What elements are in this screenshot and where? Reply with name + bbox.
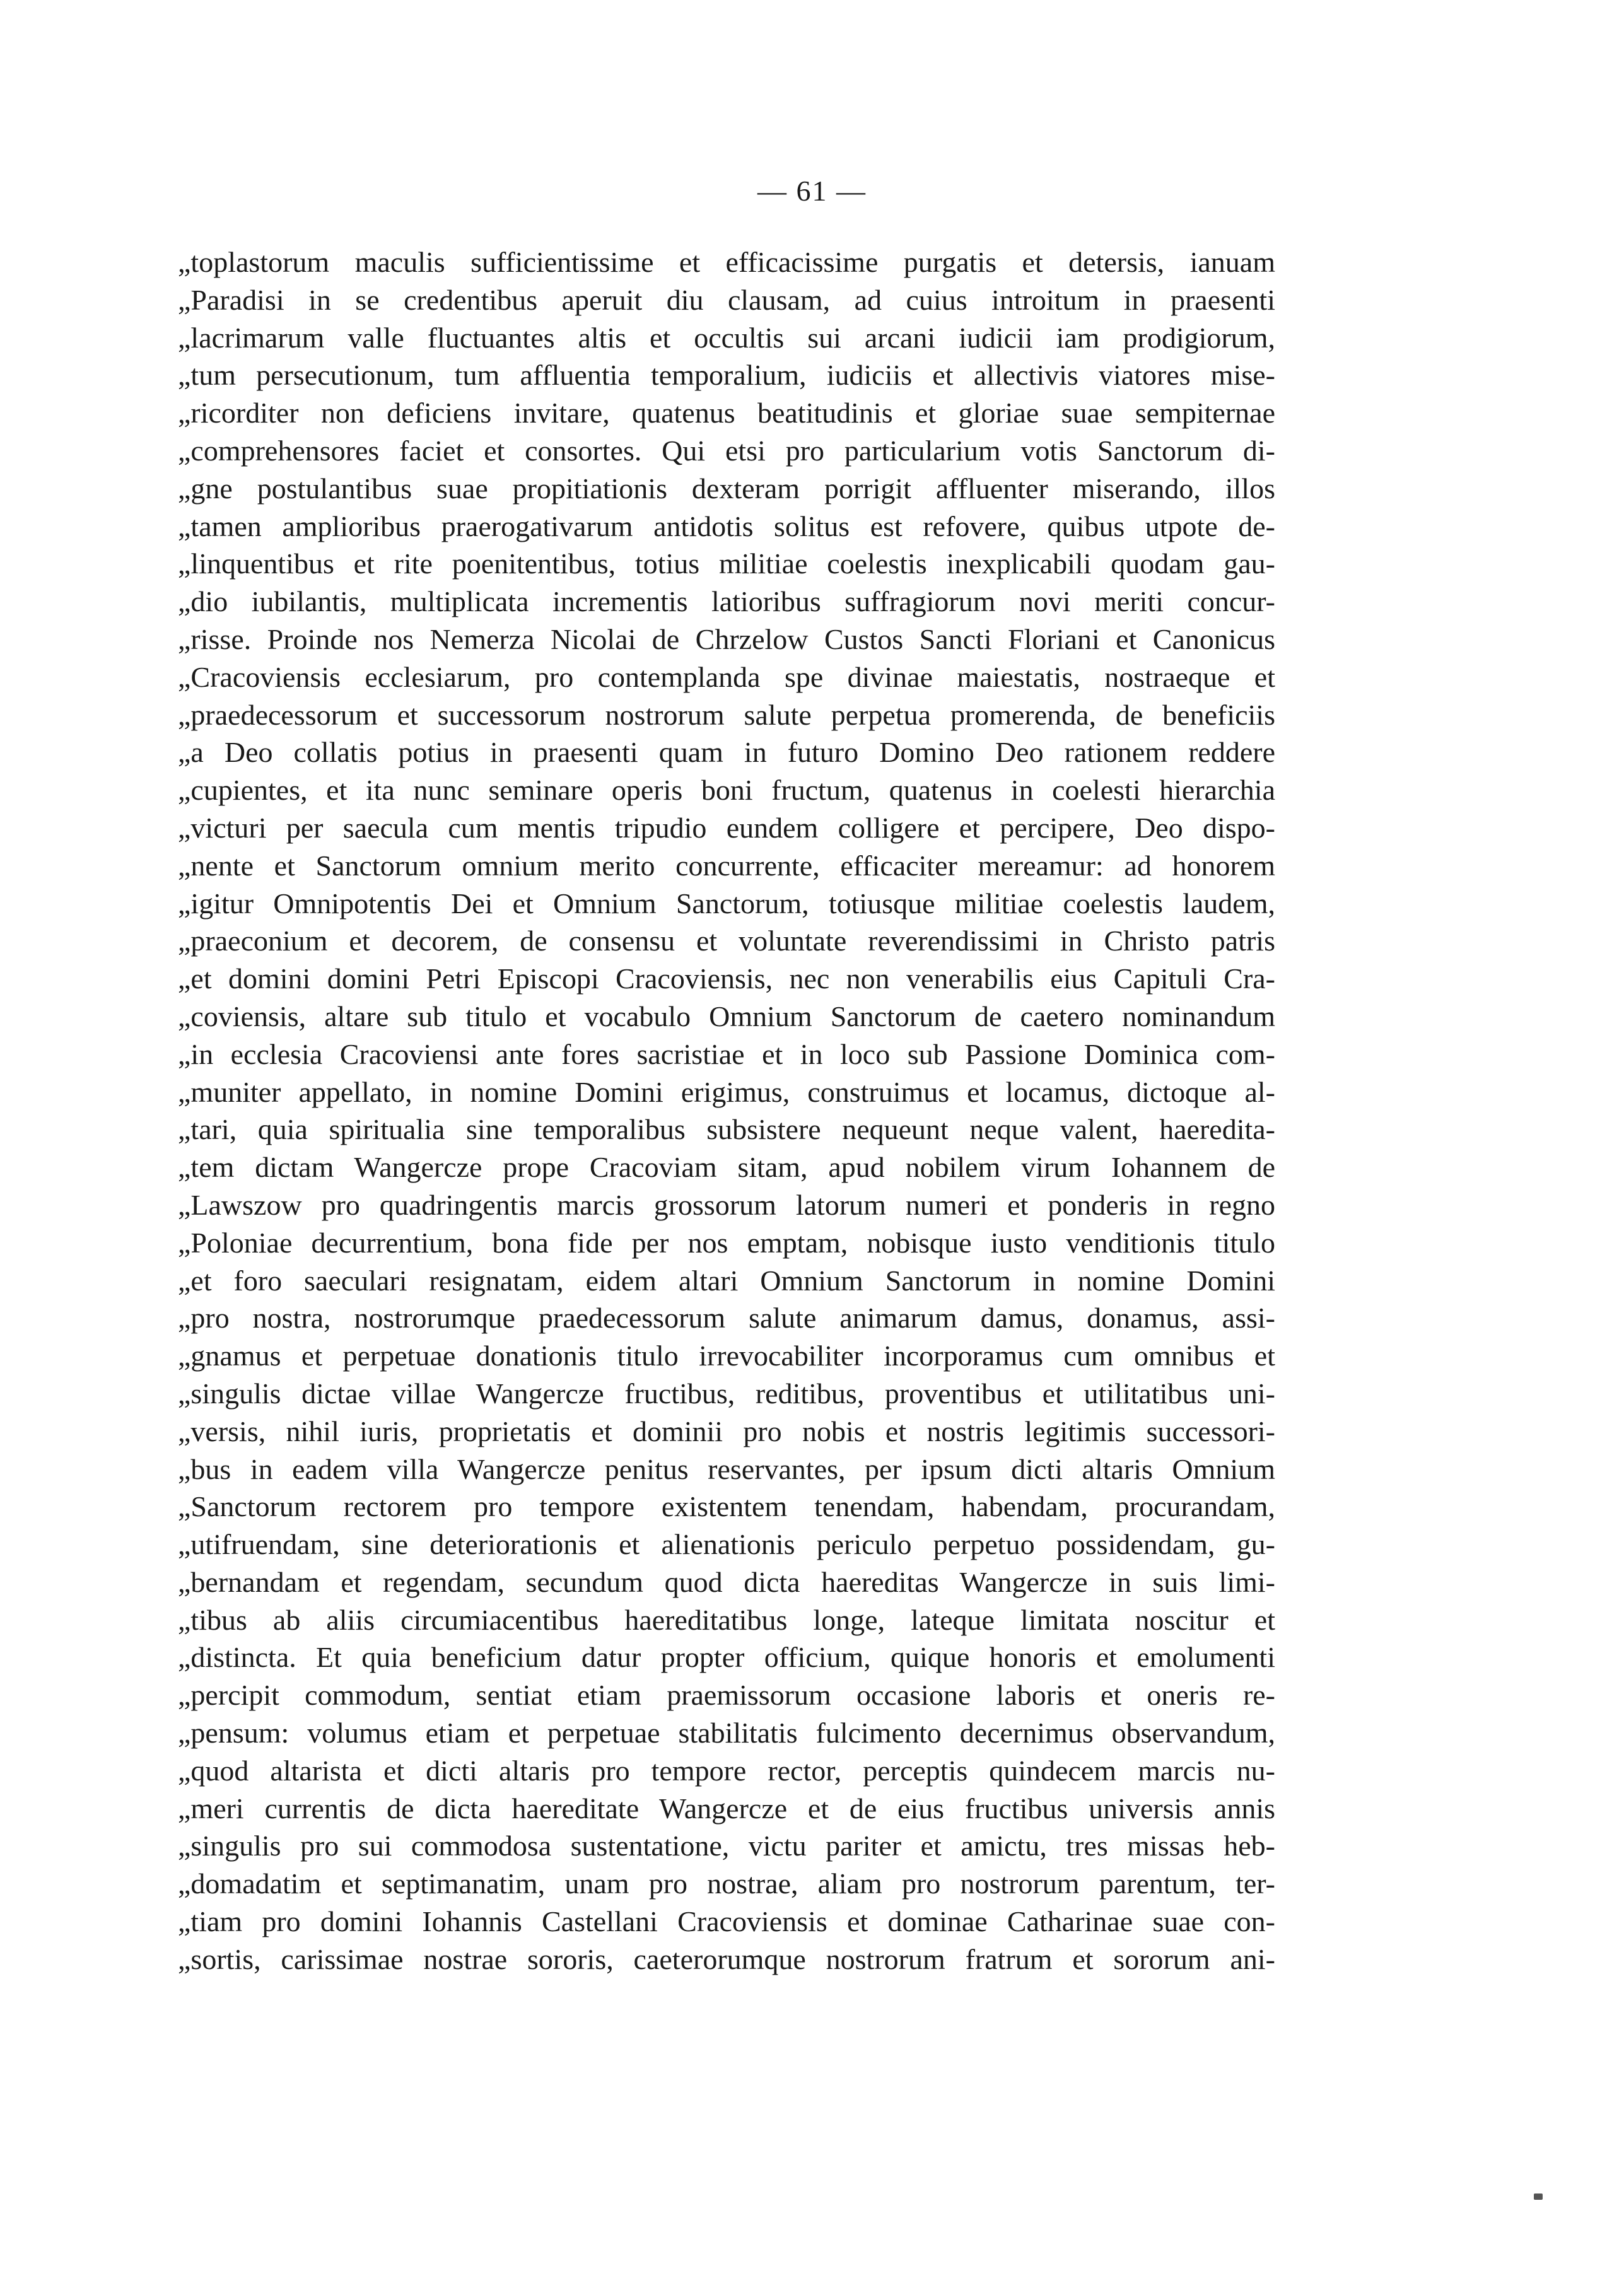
text-line: „praeconium et decorem, de consensu et voluntate reverendissimi in Christo patris <box>178 925 1275 957</box>
text-line: „tibus ab aliis circumiacentibus haereditatibus longe, lateque limitata noscitur et <box>178 1603 1275 1636</box>
text-line: „ricorditer non deficiens invitare, quatenus beatitudinis et gloriae suae sempiternae <box>178 397 1275 429</box>
text-line: „igitur Omnipotentis Dei et Omnium Sanctorum, totiusque militiae coelestis laudem, <box>178 887 1275 920</box>
text-line: „et foro saeculari resignatam, eidem altari Omnium Sanctorum in nomine Domini <box>178 1264 1275 1297</box>
text-line: „pro nostra, nostrorumque praedecessorum salute animarum damus, donamus, assi- <box>178 1302 1275 1335</box>
text-line: „nente et Sanctorum omnium merito concurrente, efficaciter mereamur: ad honorem <box>178 849 1275 882</box>
text-line: „distincta. Et quia beneficium datur propter officium, quique honoris et emolumenti <box>178 1641 1275 1674</box>
text-line: „singulis pro sui commodosa sustentatione, victu pariter et amictu, tres missas heb- <box>178 1830 1275 1862</box>
text-line: „Cracoviensis ecclesiarum, pro contemplanda spe divinae maiestatis, nostraeque et <box>178 660 1275 693</box>
text-line: „praedecessorum et successorum nostrorum salute perpetua promerenda, de beneficiis <box>178 698 1275 731</box>
text-line: „in ecclesia Cracoviensi ante fores sacristiae et in loco sub Passione Dominica com- <box>178 1037 1275 1070</box>
text-line: „pensum: volumus etiam et perpetuae stabilitatis fulcimento decernimus observandum, <box>178 1717 1275 1749</box>
text-line: „toplastorum maculis sufficientissime et efficacissime purgatis et detersis, ianuam <box>178 246 1275 278</box>
text-line: „tum persecutionum, tum affluentia temporalium, iudiciis et allectivis viatores mise- <box>178 359 1275 392</box>
text-line: „sortis, carissimae nostrae sororis, caeterorumque nostrorum fratrum et sororum ani- <box>178 1942 1275 1975</box>
scan-speck <box>1534 2193 1543 2200</box>
text-line: „et domini domini Petri Episcopi Cracoviensis, nec non venerabilis eius Capituli Cra- <box>178 962 1275 995</box>
text-line: „bus in eadem villa Wangercze penitus reservantes, per ipsum dicti altaris Omnium <box>178 1452 1275 1485</box>
text-line: „versis, nihil iuris, proprietatis et dominii pro nobis et nostris legitimis successori- <box>178 1415 1275 1447</box>
text-line: „quod altarista et dicti altaris pro tempore rector, perceptis quindecem marcis nu- <box>178 1754 1275 1787</box>
text-line: „gne postulantibus suae propitiationis dexteram porrigit affluenter miserando, illos <box>178 472 1275 505</box>
text-line: „cupientes, et ita nunc seminare operis boni fructum, quatenus in coelesti hierarchia <box>178 774 1275 807</box>
text-line: „tem dictam Wangercze prope Cracoviam sitam, apud nobilem virum Iohannem de <box>178 1151 1275 1184</box>
text-line: „tamen amplioribus praerogativarum antidotis solitus est refovere, quibus utpote de- <box>178 510 1275 542</box>
text-line: „victuri per saecula cum mentis tripudio eundem colligere et percipere, Deo dispo- <box>178 811 1275 844</box>
text-line: „coviensis, altare sub titulo et vocabulo Omnium Sanctorum de caetero nominandum <box>178 1000 1275 1032</box>
body-text <box>178 243 1275 1978</box>
page-number: — 61 — <box>757 175 867 207</box>
text-line: „linquentibus et rite poenitentibus, totius militiae coelestis inexplicabili quodam gau- <box>178 547 1275 580</box>
text-line: „bernandam et regendam, secundum quod dicta haereditas Wangercze in suis limi- <box>178 1565 1275 1598</box>
text-line: „meri currentis de dicta haereditate Wangercze et de eius fructibus universis annis <box>178 1792 1275 1825</box>
text-line: „lacrimarum valle fluctuantes altis et occultis sui arcani iudicii iam prodigiorum, <box>178 321 1275 354</box>
text-line: „Paradisi in se credentibus aperuit diu clausam, ad cuius introitum in praesenti <box>178 283 1275 316</box>
text-line: „Sanctorum rectorem pro tempore existentem tenendam, habendam, procurandam, <box>178 1490 1275 1523</box>
text-line: „Lawszow pro quadringentis marcis grossorum latorum numeri et ponderis in regno <box>178 1188 1275 1221</box>
text-line: „domadatim et septimanatim, unam pro nostrae, aliam pro nostrorum parentum, ter- <box>178 1867 1275 1900</box>
text-line: „percipit commodum, sentiat etiam praemissorum occasione laboris et oneris re- <box>178 1679 1275 1712</box>
text-line: „muniter appellato, in nomine Domini erigimus, construimus et locamus, dictoque al- <box>178 1075 1275 1108</box>
text-line: „dio iubilantis, multiplicata incrementis latioribus suffragiorum novi meriti concur- <box>178 585 1275 618</box>
text-line: „singulis dictae villae Wangercze fructibus, reditibus, proventibus et utilitatibus uni- <box>178 1377 1275 1410</box>
text-line: „risse. Proinde nos Nemerza Nicolai de Chrzelow Custos Sancti Floriani et Canonicus <box>178 622 1275 655</box>
text-line: „a Deo collatis potius in praesenti quam in futuro Domino Deo rationem reddere <box>178 736 1275 769</box>
text-line: „Poloniae decurrentium, bona fide per nos emptam, nobisque iusto venditionis titulo <box>178 1226 1275 1259</box>
text-line: „utifruendam, sine deteriorationis et alienationis periculo perpetuo possidendam, gu- <box>178 1528 1275 1561</box>
text-line: „tiam pro domini Iohannis Castellani Cracoviensis et dominae Catharinae suae con- <box>178 1905 1275 1938</box>
text-line: „tari, quia spiritualia sine temporalibus subsistere nequeunt neque valent, haeredita- <box>178 1113 1275 1146</box>
text-line: „comprehensores faciet et consortes. Qui etsi pro particularium votis Sanctorum di- <box>178 434 1275 467</box>
text-line: „gnamus et perpetuae donationis titulo irrevocabiliter incorporamus cum omnibus et <box>178 1340 1275 1372</box>
